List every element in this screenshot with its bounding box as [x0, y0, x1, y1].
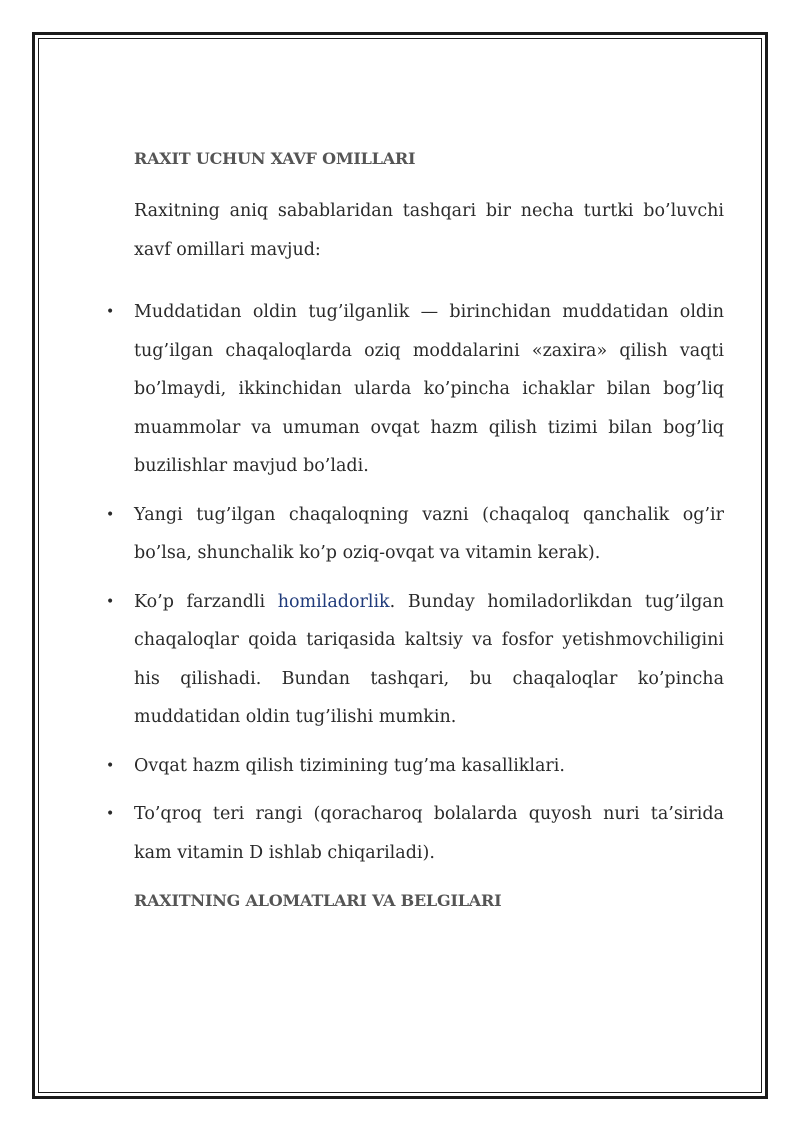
list-item-text-before: Ko’p farzandli — [134, 591, 278, 612]
bullet-icon: • — [106, 304, 115, 320]
intro-paragraph: Raxitning aniq sabablaridan tashqari bir necha turtki bo’luvchi xavf omillari mavjud: — [134, 201, 724, 260]
list-item — [106, 795, 724, 872]
risk-factor-list — [106, 293, 724, 872]
list-item — [106, 583, 724, 737]
document-body — [106, 140, 724, 920]
list-item-text: To’qroq teri rangi (qoracharoq bolalarda quyosh nuri ta’sirida kam vitamin D ishlab chiqariladi). — [134, 804, 724, 863]
list-item — [106, 496, 724, 573]
bullet-icon: • — [106, 506, 115, 523]
section-heading-risk-factors: RAXIT UCHUN XAVF OMILLARI — [134, 149, 416, 168]
list-item-text: Yangi tug’ilgan chaqaloqning vazni (chaqaloq qanchalik og’ir bo’lsa, shunchalik ko’p oziq-ovqat va vitamin kerak). — [134, 504, 724, 563]
list-item-text-after: . Bunday homiladorlikdan tug’ilgan chaqaloqlar qoida tariqasida kaltsiy va fosfor yetishmovchiligini his qilishadi. Bundan tashqari, bu chaqaloqlar ko’pincha muddatidan oldin tug’ilishi mumkin. — [134, 591, 724, 727]
homiladorlik-link[interactable]: homiladorlik — [277, 591, 390, 612]
bullet-icon: • — [106, 757, 115, 774]
list-item — [106, 293, 724, 486]
section-heading-symptoms: RAXITNING ALOMATLARI VA BELGILARI — [134, 891, 502, 910]
list-item-text: Muddatidan oldin tug’ilganlik — birinchidan muddatidan oldin tug’ilgan chaqaloqlarda oziq moddalarini «zaxira» qilish vaqti bo’lmaydi, ikkinchidan ularda ko’pincha ichaklar bilan bog’liq muammolar va umuman ovqat hazm qilish tizimi bilan bog’liq buzilishlar mavjud bo’ladi. — [134, 302, 724, 476]
list-item — [106, 747, 724, 786]
bullet-icon: • — [106, 806, 115, 822]
list-item-text: Ovqat hazm qilish tizimining tug’ma kasalliklari. — [134, 755, 565, 776]
bullet-icon: • — [106, 593, 115, 610]
